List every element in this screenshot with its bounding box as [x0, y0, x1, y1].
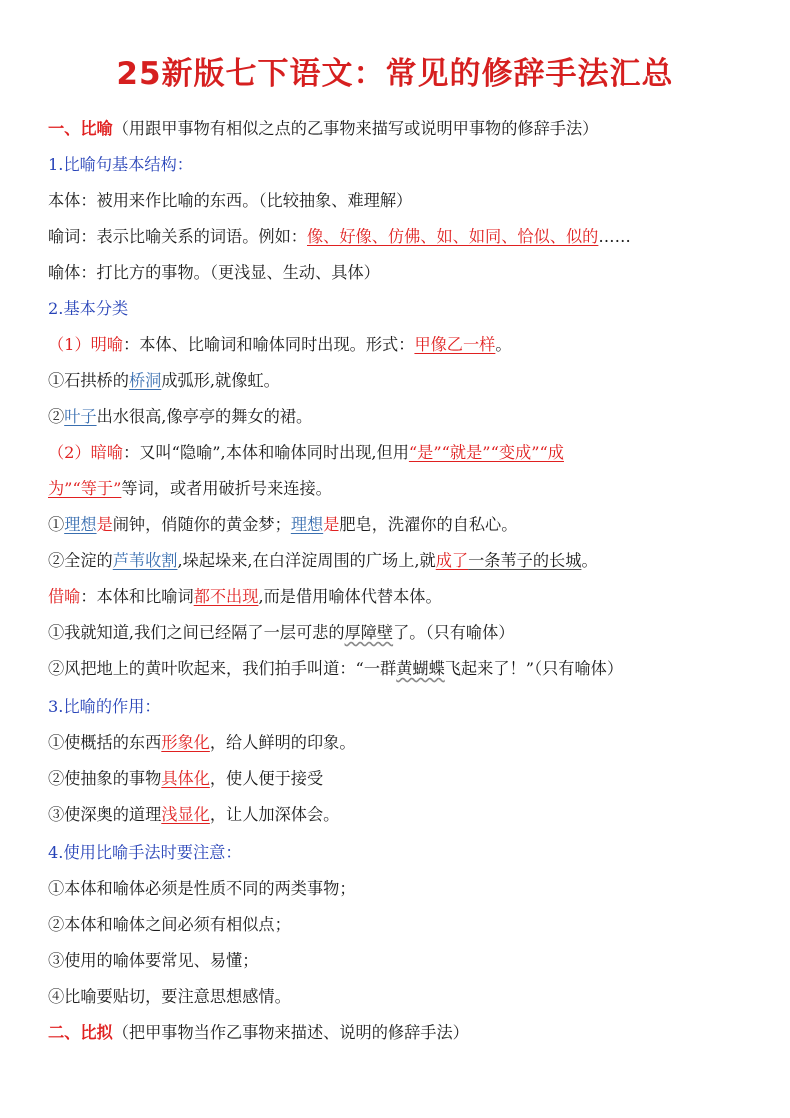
mingyu-form: 甲像乙一样 — [414, 335, 496, 354]
line-yuci — [48, 226, 748, 248]
function-text: ②使抽象的事物 — [48, 769, 162, 788]
example-benti: 芦苇收割 — [112, 551, 178, 570]
example-text: ,垛起垛来,在白洋淀周围的广场上,就 — [177, 551, 436, 570]
function-2 — [48, 768, 748, 790]
anyu-example-2 — [48, 550, 748, 572]
function-keyword: 形象化 — [161, 733, 210, 752]
function-keyword: 浅显化 — [161, 805, 210, 824]
example-yuci: 是 — [96, 515, 113, 534]
section-1-description: （用跟甲事物有相似之点的乙事物来描写或说明甲事物的修辞手法） — [112, 119, 599, 138]
jieyu-text: ：本体和比喻词 — [80, 587, 194, 606]
example-yuti: 黄蝴蝶 — [396, 659, 445, 678]
note-3: ③使用的喻体要常见、易懂； — [48, 951, 259, 970]
mingyu-label: （1）明喻 — [48, 335, 124, 354]
section-2-heading — [48, 1022, 748, 1044]
note-1: ①本体和喻体必须是性质不同的两类事物； — [48, 879, 356, 898]
yuci-ellipsis: …… — [598, 227, 631, 246]
example-text: 成弧形,就像虹。 — [161, 371, 280, 390]
function-text: ，给人鲜明的印象。 — [209, 733, 356, 752]
example-text: 闹钟，俏随你的黄金梦； — [112, 515, 291, 534]
example-yuti: 厚障壁 — [344, 623, 394, 642]
function-text: ③使深奥的道理 — [48, 805, 162, 824]
function-text: ，让人加深体会。 — [209, 805, 340, 824]
section-1-heading — [48, 118, 748, 140]
mingyu-text: ：本体、比喻词和喻体同时出现。形式： — [123, 335, 415, 354]
section-2-title: 二、比拟 — [48, 1023, 113, 1042]
anyu-words-cont: 为”“等于” — [48, 479, 122, 498]
example-benti: 桥洞 — [128, 371, 162, 390]
yuci-text: 喻词：表示比喻关系的词语。例如： — [48, 227, 307, 246]
example-text: 了。（只有喻体） — [393, 623, 515, 642]
jieyu-example-2 — [48, 658, 748, 680]
note-4: ④比喻要贴切，要注意思想感情。 — [48, 987, 291, 1006]
line-anyu-cont — [48, 478, 748, 500]
line-yuti: 喻体：打比方的事物。（更浅显、生动、具体） — [48, 263, 380, 282]
function-keyword: 具体化 — [161, 769, 210, 788]
section-2-description: （把甲事物当作乙事物来描述、说明的修辞手法） — [112, 1023, 469, 1042]
example-yuti: 一条苇子的长城 — [468, 551, 582, 570]
subheading-notes: 4.使用比喻手法时要注意： — [48, 843, 242, 862]
example-yuci: 是 — [323, 515, 340, 534]
example-text: ① — [48, 515, 65, 534]
example-text: ② — [48, 407, 65, 426]
mingyu-end: 。 — [495, 335, 512, 354]
mingyu-example-1 — [48, 370, 748, 392]
example-text: 肥皂，洗濯你的自私心。 — [339, 515, 518, 534]
example-text: ②全淀的 — [48, 551, 113, 570]
example-benti: 理想 — [290, 515, 324, 534]
jieyu-example-1 — [48, 622, 748, 644]
jieyu-highlight: 都不出现 — [193, 587, 259, 606]
note-2: ②本体和喻体之间必须有相似点； — [48, 915, 291, 934]
example-yuci: 成了 — [435, 551, 469, 570]
example-text: ①石拱桥的 — [48, 371, 129, 390]
yuci-examples: 像、好像、仿佛、如、如同、恰似、似的 — [307, 227, 599, 246]
section-1-title: 一、比喻 — [48, 119, 113, 138]
example-text: 。 — [581, 551, 598, 570]
jieyu-text: ,而是借用喻体代替本体。 — [258, 587, 442, 606]
mingyu-example-2 — [48, 406, 748, 428]
subheading-classification: 2.基本分类 — [48, 299, 129, 318]
subheading-structure: 1.比喻句基本结构： — [48, 155, 193, 174]
line-anyu — [48, 442, 748, 464]
example-benti: 叶子 — [64, 407, 97, 426]
subheading-function: 3.比喻的作用： — [48, 697, 161, 716]
function-1 — [48, 732, 748, 754]
page-title: 25新版七下语文：常见的修辞手法汇总 — [116, 56, 674, 92]
example-text: ②风把地上的黄叶吹起来，我们拍手叫道：“一群 — [48, 659, 397, 678]
function-text: ，使人便于接受 — [209, 769, 324, 788]
function-3 — [48, 804, 748, 826]
anyu-example-1 — [48, 514, 748, 536]
anyu-words: “是”“就是”“变成”“成 — [408, 443, 564, 462]
jieyu-label: 借喻 — [48, 587, 81, 606]
example-benti: 理想 — [64, 515, 97, 534]
line-mingyu — [48, 334, 748, 356]
line-jieyu — [48, 586, 748, 608]
anyu-text: ：又叫“隐喻”,本体和喻体同时出现,但用 — [123, 443, 409, 462]
function-text: ①使概括的东西 — [48, 733, 162, 752]
example-text: ①我就知道,我们之间已经隔了一层可悲的 — [48, 623, 345, 642]
anyu-label: （2）暗喻 — [48, 443, 124, 462]
example-text: 飞起来了！”（只有喻体） — [444, 659, 624, 678]
example-text: 出水很高,像亭亭的舞女的裙。 — [96, 407, 313, 426]
line-benti: 本体：被用来作比喻的东西。（比较抽象、难理解） — [48, 191, 413, 210]
anyu-text-cont: 等词，或者用破折号来连接。 — [121, 479, 332, 498]
